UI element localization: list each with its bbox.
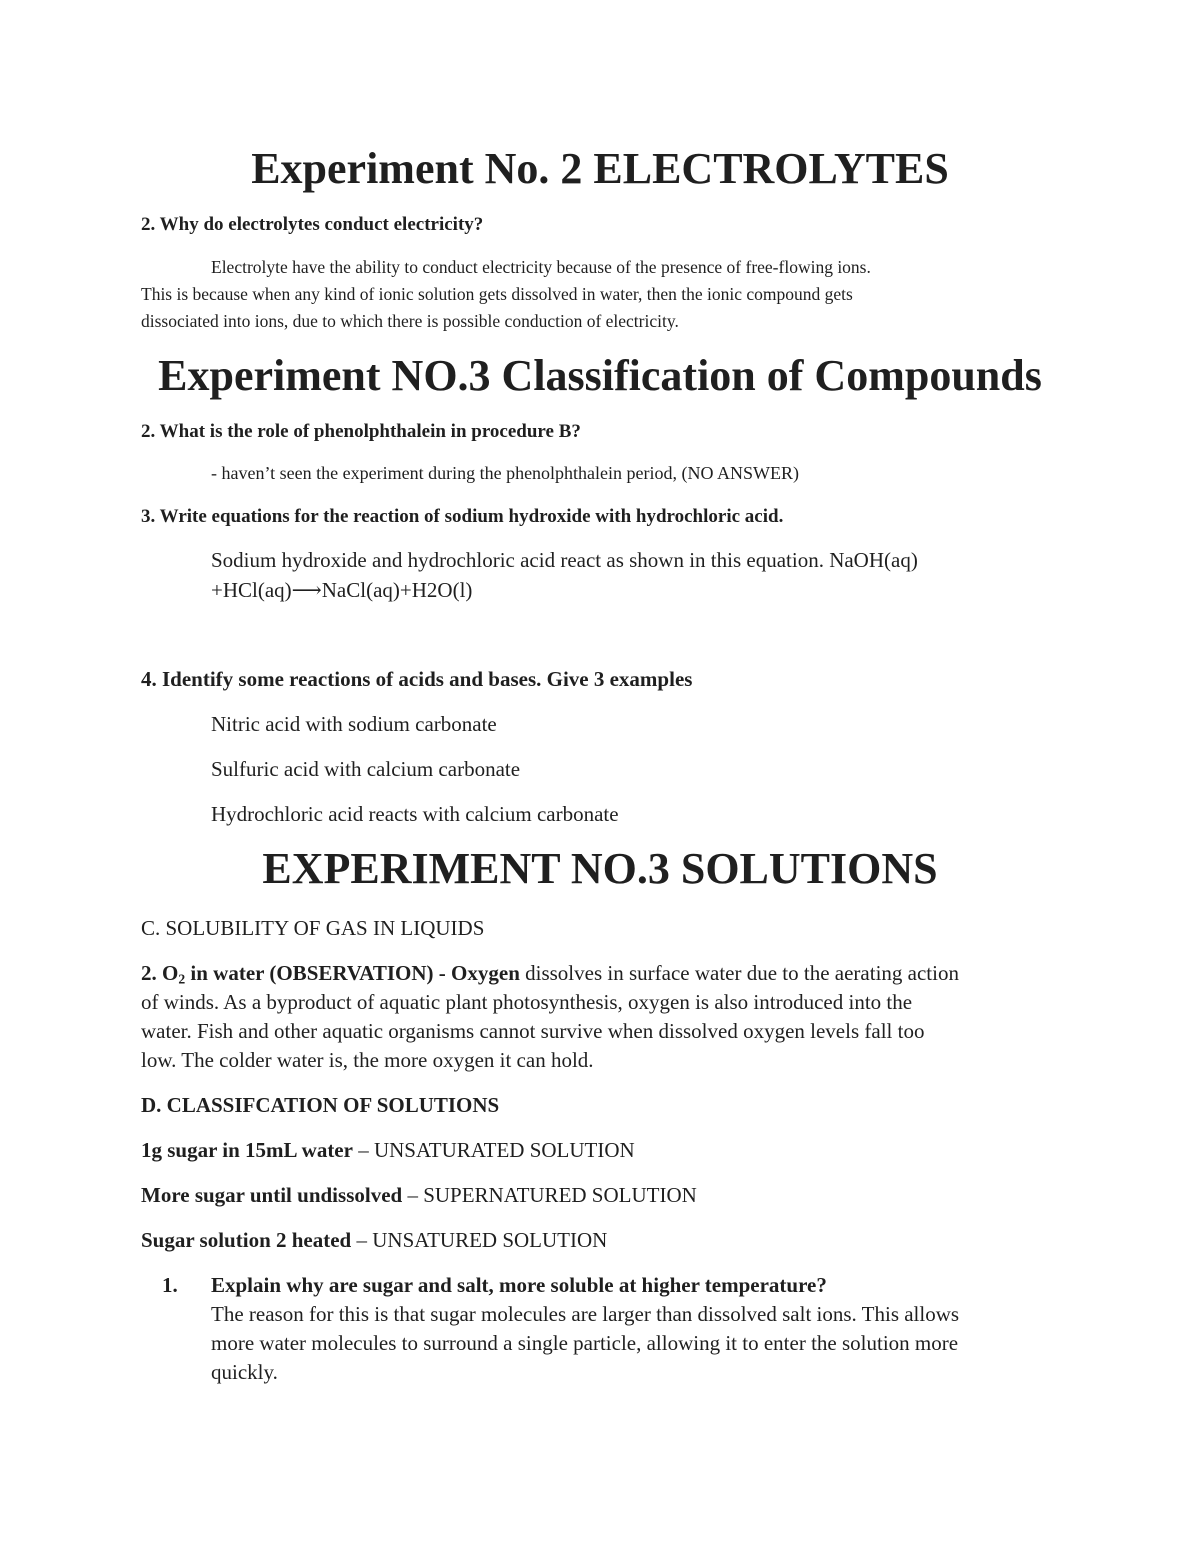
exp3-answer-3-line-1: Sodium hydroxide and hydrochloric acid react as shown in this equation. NaOH(aq)	[211, 548, 918, 572]
exp3-classification-title: Experiment NO.3 Classification of Compounds	[158, 351, 1042, 400]
exp3-answer-3-line-2: +HCl(aq)⟶NaCl(aq)+H2O(l)	[211, 578, 473, 602]
section-d-heading: D. CLASSIFCATION OF SOLUTIONS	[141, 1093, 500, 1117]
exp2-title: Experiment No. 2 ELECTROLYTES	[251, 144, 949, 193]
exp2-answer-line-3: dissociated into ions, due to which there is possible conduction of electricity.	[141, 311, 679, 331]
exp2-question-2: 2. Why do electrolytes conduct electricity?	[141, 214, 484, 235]
exp3-answer-2: - haven’t seen the experiment during the phenolphthalein period, (NO ANSWER)	[211, 463, 800, 483]
classification-item: 1g sugar in 15mL water – UNSATURATED SOLUTION	[141, 1138, 635, 1162]
section-c-line-3: water. Fish and other aquatic organisms cannot survive when dissolved oxygen levels fall too	[141, 1019, 925, 1043]
solubility-question: Explain why are sugar and salt, more soluble at higher temperature?	[211, 1273, 827, 1297]
exp3-question-4: 4. Identify some reactions of acids and bases. Give 3 examples	[141, 667, 693, 691]
list-number-1: 1.	[162, 1273, 178, 1297]
exp2-answer-line-2: This is because when any kind of ionic solution gets dissolved in water, then the ionic compound gets	[141, 284, 853, 304]
example-1: Nitric acid with sodium carbonate	[211, 712, 497, 736]
section-c-heading: C. SOLUBILITY OF GAS IN LIQUIDS	[141, 916, 485, 940]
example-3: Hydrochloric acid reacts with calcium carbonate	[211, 802, 619, 826]
section-c-text-start: dissolves in surface water due to the aerating action	[519, 961, 959, 985]
solubility-answer-line-3: quickly.	[211, 1360, 278, 1384]
section-c-line-1	[141, 958, 959, 988]
o2-label: 2. $O_2$ in water (OBSERVATION) - Oxygen	[141, 961, 520, 987]
exp2-answer-line-1: Electrolyte have the ability to conduct electricity because of the presence of free-flowing ions.	[211, 257, 871, 277]
solubility-answer-line-1: The reason for this is that sugar molecules are larger than dissolved salt ions. This allows	[211, 1302, 960, 1326]
example-2: Sulfuric acid with calcium carbonate	[211, 757, 521, 781]
section-c-line-4: low. The colder water is, the more oxygen it can hold.	[141, 1048, 594, 1072]
solubility-answer-line-2: more water molecules to surround a single particle, allowing it to enter the solution more	[211, 1331, 959, 1355]
exp3-question-3: 3. Write equations for the reaction of sodium hydroxide with hydrochloric acid.	[141, 506, 784, 527]
classification-item: Sugar solution 2 heated – UNSATURED SOLUTION	[141, 1228, 608, 1252]
exp3-question-2: 2. What is the role of phenolphthalein in procedure B?	[141, 421, 581, 442]
exp3-solutions-title: EXPERIMENT NO.3 SOLUTIONS	[262, 844, 938, 893]
section-c-line-2: of winds. As a byproduct of aquatic plant photosynthesis, oxygen is also introduced into the	[141, 990, 913, 1014]
classification-item: More sugar until undissolved – SUPERNATURED SOLUTION	[141, 1183, 697, 1207]
